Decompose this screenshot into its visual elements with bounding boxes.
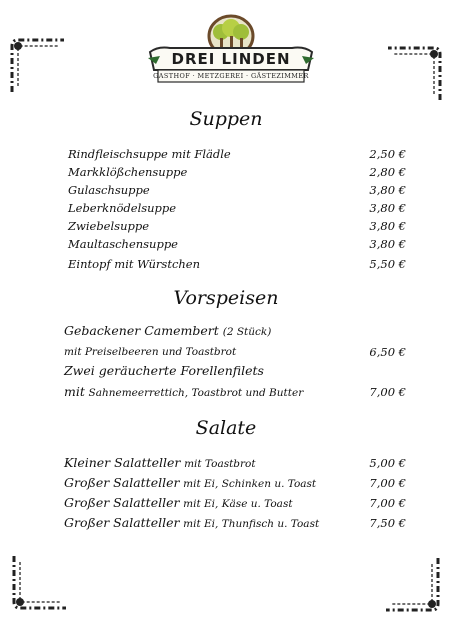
item-name	[64, 494, 293, 513]
item-description: mit Preiselbeeren und Toastbrot	[64, 346, 237, 358]
item-description	[64, 383, 303, 402]
item-description: mit Ei, Schinken u. Toast	[183, 478, 317, 490]
item-title: Kleiner Salatteller	[64, 455, 181, 470]
menu-item	[64, 474, 406, 492]
item-price: 3,80 €	[369, 201, 406, 215]
item-price: 6,50 €	[369, 345, 406, 359]
section-title-vorspeisen: Vorspeisen	[173, 287, 279, 309]
item-title: Zwei geräucherte Forellenfilets	[64, 363, 264, 378]
item-desc-text: Sahnemeerrettich, Toastbrot und Butter	[88, 387, 304, 399]
item-price: 7,50 €	[369, 516, 406, 530]
item-name: Eintopf mit Würstchen	[68, 257, 200, 271]
item-description: mit Ei, Käse u. Toast	[183, 498, 293, 510]
item-name: Leberknödelsuppe	[68, 201, 177, 215]
item-name: Maultaschensuppe	[68, 237, 178, 251]
item-price: 3,80 €	[369, 237, 406, 251]
item-price: 5,00 €	[369, 456, 406, 470]
menu-item-detail	[64, 383, 406, 401]
menu-item	[68, 199, 406, 217]
item-price: 2,50 €	[369, 147, 406, 161]
item-price: 5,50 €	[369, 257, 406, 271]
restaurant-logo	[148, 12, 314, 90]
item-price: 3,80 €	[369, 183, 406, 197]
corner-ornament-icon	[8, 36, 68, 96]
item-description: mit Ei, Thunfisch u. Toast	[183, 518, 320, 530]
item-name: Gulaschsuppe	[68, 183, 150, 197]
menu-item	[68, 255, 406, 273]
item-name	[64, 514, 319, 533]
item-quantity: (2 Stück)	[222, 326, 272, 338]
item-price: 3,80 €	[369, 219, 406, 233]
logo-title: DREI LINDEN	[171, 50, 291, 68]
item-name	[64, 322, 271, 341]
item-name	[64, 454, 256, 473]
menu-item	[68, 163, 406, 181]
menu-item	[68, 181, 406, 199]
item-price: 7,00 €	[369, 476, 406, 490]
menu-item	[64, 322, 406, 340]
item-title: Großer Salatteller	[64, 475, 180, 490]
menu-item	[64, 494, 406, 512]
item-description: mit Toastbrot	[184, 458, 256, 470]
section-title-salate: Salate	[195, 417, 257, 439]
menu-item-detail	[64, 343, 406, 361]
corner-ornament-icon	[10, 552, 70, 612]
item-name: Rindfleischsuppe mit Flädle	[68, 147, 231, 161]
logo-subtitle: GASTHOF · METZGEREI · GÄSTEZIMMER	[153, 72, 309, 80]
item-title: Großer Salatteller	[64, 515, 180, 530]
section-title-suppen: Suppen	[189, 108, 263, 130]
item-prefix: mit	[64, 384, 85, 399]
menu-item	[64, 454, 406, 472]
item-name: Zwiebelsuppe	[68, 219, 149, 233]
item-name: Markklößchensuppe	[68, 165, 188, 179]
item-price: 2,80 €	[369, 165, 406, 179]
item-price: 7,00 €	[369, 496, 406, 510]
menu-item	[68, 145, 406, 163]
menu-item	[68, 235, 406, 253]
menu-item	[64, 362, 406, 380]
item-name	[64, 474, 316, 493]
menu-item	[64, 514, 406, 532]
item-price: 7,00 €	[369, 385, 406, 399]
corner-ornament-icon	[384, 44, 444, 104]
corner-ornament-icon	[382, 554, 442, 614]
menu-item	[68, 217, 406, 235]
item-title: Großer Salatteller	[64, 495, 180, 510]
item-title: Gebackener Camembert	[64, 323, 219, 338]
